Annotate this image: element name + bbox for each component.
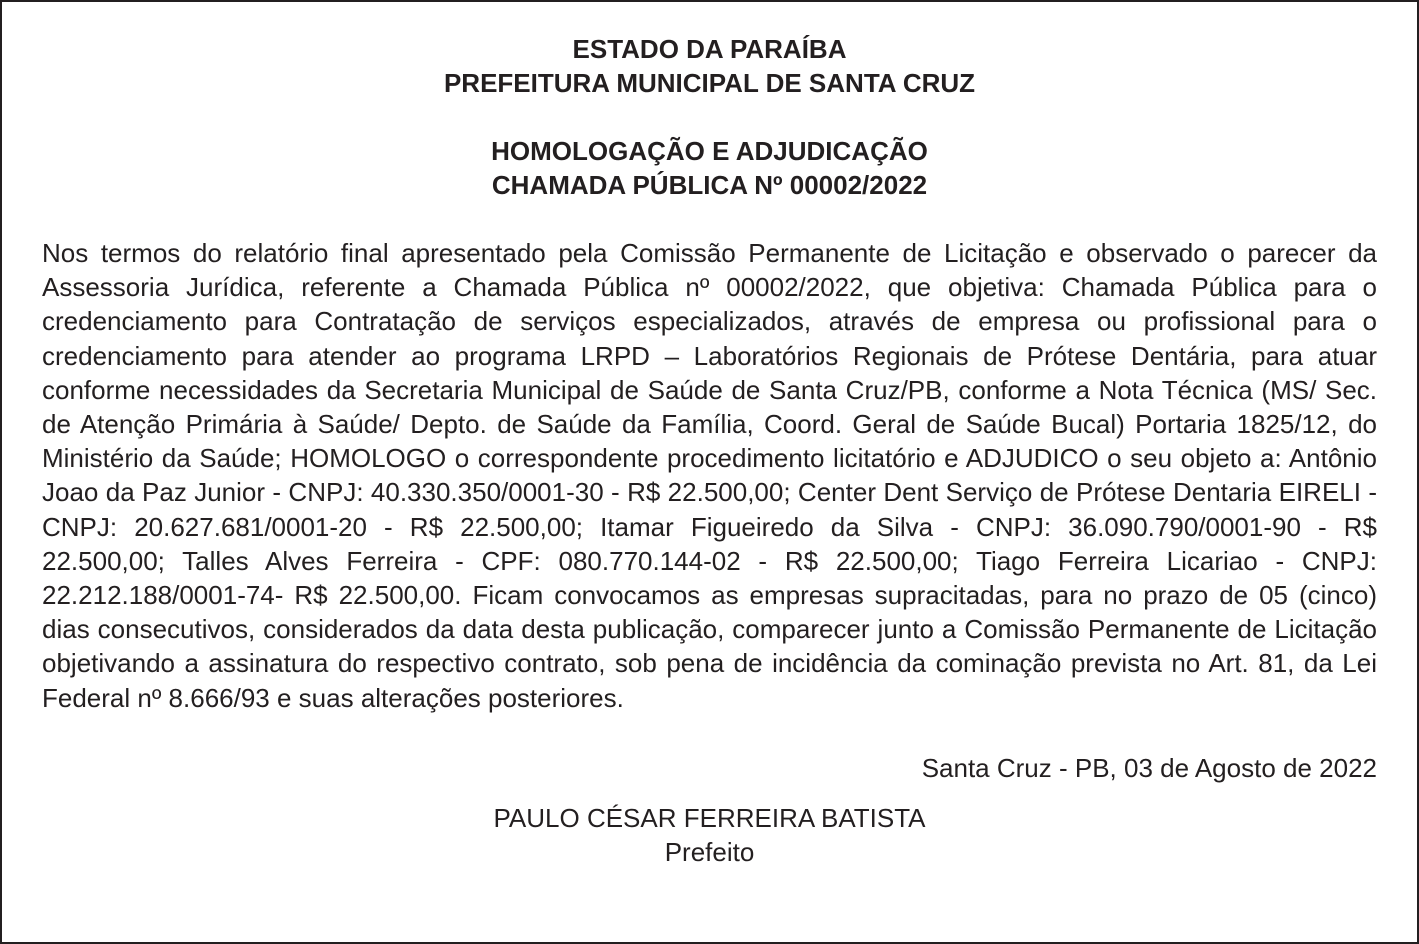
title-line-2: CHAMADA PÚBLICA Nº 00002/2022: [491, 170, 928, 200]
notice-header: [42, 32, 1377, 100]
notice-body: Nos termos do relatório final apresentado pela Comissão Permanente de Licitação e observado o parecer da Assessoria Jurídica, referente a Chamada Pública nº 00002/2022, que objetiva: Chamada Pública para o credenciamento para Contratação de serviços especializados, através de empresa ou profissional para o credenciamento para atender ao programa LRPD – Laboratórios Regionais de Prótese Dentária, para atuar conforme necessidades da Secretaria Municipal de Saúde de Santa Cruz/PB, conforme a Nota Técnica (MS/ Sec. de Atenção Primária à Saúde/ Depto. de Saúde da Família, Coord. Geral de Saúde Bucal) Portaria 1825/12, do Ministério da Saúde; HOMOLOGO o correspondente procedimento licitatório e ADJUDICO o seu objeto a: Antônio Joao da Paz Junior - CNPJ: 40.330.350/0001-30 - R$ 22.500,00; Center Dent Serviço de Prótese Dentaria EIRELI - CNPJ: 20.627.681/0001-20 - R$ 22.500,00; Itamar Figueiredo da Silva - CNPJ: 36.090.790/0001-90 - R$ 22.500,00; Talles Alves Ferreira - CPF: 080.770.144-02 - R$ 22.500,00; Tiago Ferreira Licariao - CNPJ: 22.212.188/0001-74- R$ 22.500,00. Ficam convocamos as empresas supracitadas, para no prazo de 05 (cinco) dias consecutivos, considerados da data desta publicação, comparecer junto a Comissão Permanente de Licitação objetivando a assinatura do respectivo contrato, sob pena de incidência da cominação prevista no Art. 81, da Lei Federal nº 8.666/93 e suas alterações posteriores.: [42, 238, 1377, 713]
dateline: Santa Cruz - PB, 03 de Agosto de 2022: [921, 752, 1377, 783]
municipality-name: PREFEITURA MUNICIPAL DE SANTA CRUZ: [443, 68, 976, 98]
state-name: ESTADO DA PARAÍBA: [572, 34, 847, 64]
signatory-name: PAULO CÉSAR FERREIRA BATISTA: [493, 802, 926, 833]
signatory-role: Prefeito: [664, 836, 755, 867]
title-line-1: HOMOLOGAÇÃO E ADJUDICAÇÃO: [491, 136, 928, 166]
signature-block: [42, 801, 1377, 869]
notice-title: [42, 134, 1377, 202]
